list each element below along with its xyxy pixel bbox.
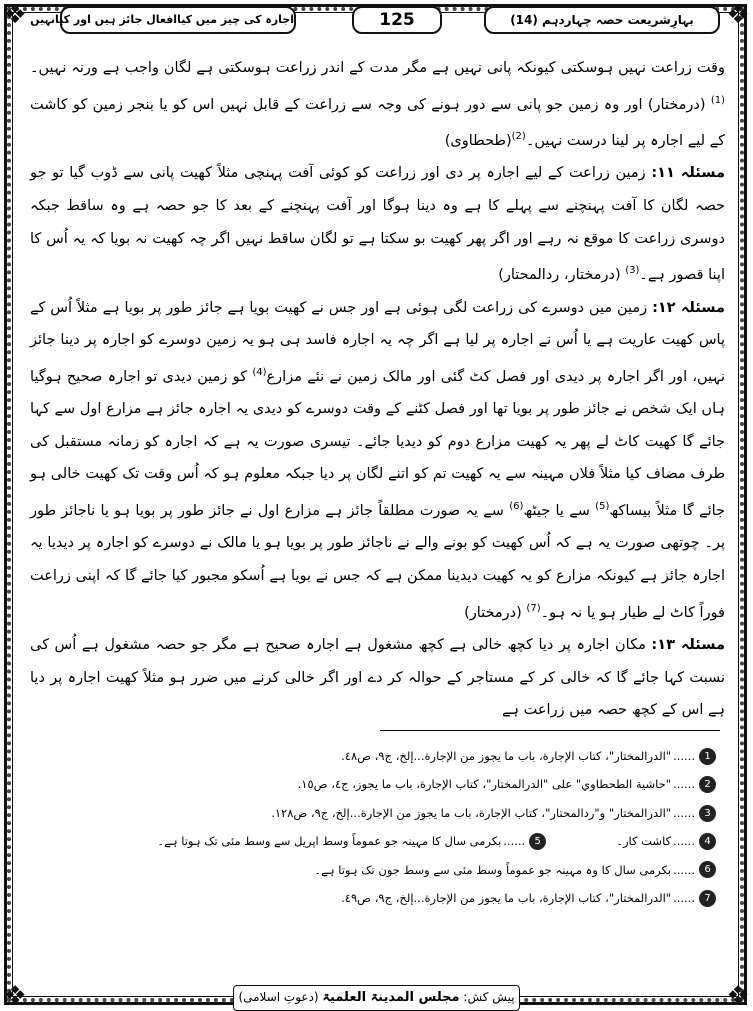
footnote-dots: ...... [673, 749, 695, 763]
corner-ornament-icon: ❖ [3, 0, 27, 30]
footnote-ref[interactable]: (4) [252, 366, 267, 378]
footnote-item [40, 827, 716, 855]
footnote-text: بکرمی سال کا وہ مہینہ جو عموماً وسط مئی سے وسط جون تک ہوتا ہے۔ [314, 862, 672, 877]
text-line: وقت زراعت نہیں ہوسکتی کیونکہ پانی نہیں ہے مگر مدت کے اندر زراعت ہوسکتی ہے لگان واجب ہے ورنہ نہیں۔ [30, 60, 725, 76]
footnote-dots: ...... [503, 834, 526, 849]
footnote-item [40, 770, 716, 798]
source-citation: (درمختار، ردالمحتار) [498, 267, 621, 284]
corner-ornament-icon: ❖ [3, 981, 27, 1011]
footnote-dots: ...... [673, 891, 695, 906]
source-citation: (درمختار) [647, 96, 706, 113]
footnote-text: "الدرالمختار" و"ردالمحتار"، كتاب الإجارة، باب ما يجوز من الإجارة...إلخ، ج٩، ص١٢٨. [271, 805, 672, 820]
footnotes [40, 742, 716, 912]
footnote-item [40, 856, 716, 884]
footnote-ref[interactable]: (7) [526, 602, 541, 614]
masala-text: مکان اجارہ پر دیا کچھ خالی ہے کچھ مشغول ہے اجارہ صحیح ہے مگر جو حصہ مشغول ہے اُس کی نسبت کہا جائے گا کہ خالی کر کے مستاجر کے حوالہ کر دے اور اگر خالی کرنے میں ضرر ہو مثلاً کھیت اجارہ پر دیا ہے اس کے کچھ حصہ میں زراعت ہے [30, 637, 725, 719]
footnote-number: 1 [699, 748, 716, 765]
text-line: اور وہ زمین جو پانی سے دور ہونے کی وجہ سے زراعت کے قابل نہیں اس کو یا بنجر زمین کو کاشت کے لیے اجارہ پر لینا درست نہیں۔ [30, 96, 725, 149]
footnote-divider [380, 730, 720, 731]
footnote-ref[interactable]: (1) [710, 94, 725, 106]
book-title: بہارِشریعت حصہ چہاردہم (14) [484, 6, 720, 34]
masala-11 [30, 157, 725, 291]
corner-ornament-icon: ❖ [726, 981, 750, 1011]
main-text [30, 52, 725, 727]
footnote-text: كاشت كار۔ [616, 834, 672, 849]
masala-text: زمین میں دوسرے کی زراعت لگی ہوئی ہے اور جس نے کھیت بویا ہے جائز طور پر بویا ہے مثلاً اُس کے پاس کھیت عاریت ہے یا اُس نے اجارہ پر لیا ہے اگر چہ یہ اجارہ فاسد ہی ہو یہ زمین دوسرے کو اجارہ پر دینا جائز نہیں، اور اگر اجارہ پر دیدی اور فصل کٹ گئی اور مالک زمین نے نئے مزارع [30, 299, 726, 385]
footnote-ref[interactable]: (2) [511, 131, 526, 143]
footnote-ref[interactable]: (3) [625, 265, 640, 277]
masala-label: مسئلہ ۱۲: [652, 299, 725, 316]
masala-13 [30, 629, 725, 727]
footnote-dots: ...... [673, 777, 695, 792]
masala-label: مسئلہ ۱۳: [651, 637, 726, 654]
page-number: 125 [352, 6, 442, 34]
masala-label: مسئلہ ۱۱: [651, 165, 725, 182]
footnote-number: 2 [699, 776, 716, 793]
corner-ornament-icon: ❖ [726, 0, 750, 30]
footnote-ref[interactable]: (5) [595, 501, 610, 513]
footnote-number: 7 [699, 890, 716, 907]
footnote-dots: ...... [673, 805, 695, 820]
footer-org-name: مجلس المدینۃ العلمیۃ [322, 990, 460, 1005]
footnote-item [40, 884, 716, 912]
footnote-number: 4 [699, 833, 716, 850]
footer-presenter: پیش کش: [463, 990, 515, 1004]
footnote-ref[interactable]: (6) [509, 501, 524, 513]
footnote-number: 3 [699, 805, 716, 822]
footnote-text: "الدرالمختار"، كتاب الإجارة، باب ما يجوز من الإجارة...إلخ، ج٩، ص٤٨. [341, 749, 672, 763]
paragraph [30, 52, 725, 157]
source-citation: (طحطاوی) [444, 132, 512, 149]
footnote-dots: ...... [673, 834, 695, 849]
source-citation: (درمختار) [464, 604, 522, 621]
footnote-item [40, 799, 716, 827]
masala-text: سے یا جیٹھ [523, 502, 590, 519]
footnote-number: 5 [529, 833, 546, 850]
footnote-dots: ...... [673, 862, 695, 877]
masala-12 [30, 292, 725, 629]
footnote-item [40, 742, 716, 770]
footnote-number: 6 [699, 861, 716, 878]
masala-text: سے یہ صورت مطلقاً جائز ہے مزارع اول نے جائز طور پر بویا ہو یا ناجائز طور پر۔ چوتھی صورت یہ ہے کہ اُس کھیت کو بونے والے نے ناجائز طور پر بویا ہو یا مالک نے دوسرے کو اجارہ پر دیدیا یہ اجارہ جائز ہے کیونکہ مزارع کو یہ کھیت دیدینا ممکن ہے کہ جس نے بویا ہے اُسکو مجبور کیا جائے گا کہ اپنی زراعت فوراً کاٹ لے طیار ہو یا نہ ہو۔ [30, 502, 725, 621]
masala-text: زمین زراعت کے لیے اجارہ پر دی اور زراعت کو کوئی آفت پہنچی مثلاً کھیت پانی سے ڈوب گیا تو جو حصہ لگان کا آفت پہنچنے سے پہلے کا ہے وہ دینا ہوگا اور آفت پہنچنے کے بعد کا جو حصہ ہے وہ ساقط جبکہ دوسری زراعت کا موقع نہ رہے اور اگر پھر کھیت بو سکتا ہے تو لگان ساقط نہیں اگر چہ کھیت نہ بویا کہ یہ اُس کا اپنا قصور ہے۔ [30, 165, 725, 284]
footnote-text: "حاشية الطحطاوي" على "الدرالمختار"، كتاب الإجارة، باب ما يجوز، ج٤، ص١٥. [297, 777, 672, 792]
footnote-text: بکرمی سال کا مہینہ جو عموماً وسط اپریل سے وسط مئی تک ہوتا ہے۔ [157, 834, 502, 849]
masala-text: کو زمین دیدی تو اجارہ صحیح ہوگیا ہاں ایک شخص نے جائز طور پر بویا تھا اور فصل کٹنے کے وقت دوسرے کو دیدی یہ اجارہ جائز ہے مزارع اول سے کہا جائے گا کھیت کاٹ لے پھر یہ کھیت مزارع دوم کو دیدیا جائے۔ تیسری صورت یہ ہے کہ اجارہ کو زمانہ مستقبل کی طرف مضاف کیا مثلاً فلاں مہینہ سے یہ کھیت تم کو اتنے لگان پر دیا جبکہ معلوم ہو کہ اُس وقت تک کھیت خالی ہو جائے گا مثلاً بیساکھ [30, 368, 726, 519]
footer-org-sub: (دعوتِ اسلامی) [238, 990, 319, 1004]
page-header [22, 4, 731, 34]
chapter-title: اجارہ کی چیز میں کیاافعال جائز ہیں اور کیانہیں [60, 6, 296, 34]
page-footer [233, 985, 520, 1011]
footnote-text: "الدرالمختار"، كتاب الإجارة، باب ما يجوز من الإجارة...إلخ، ج٩، ص٤٩. [341, 891, 672, 906]
